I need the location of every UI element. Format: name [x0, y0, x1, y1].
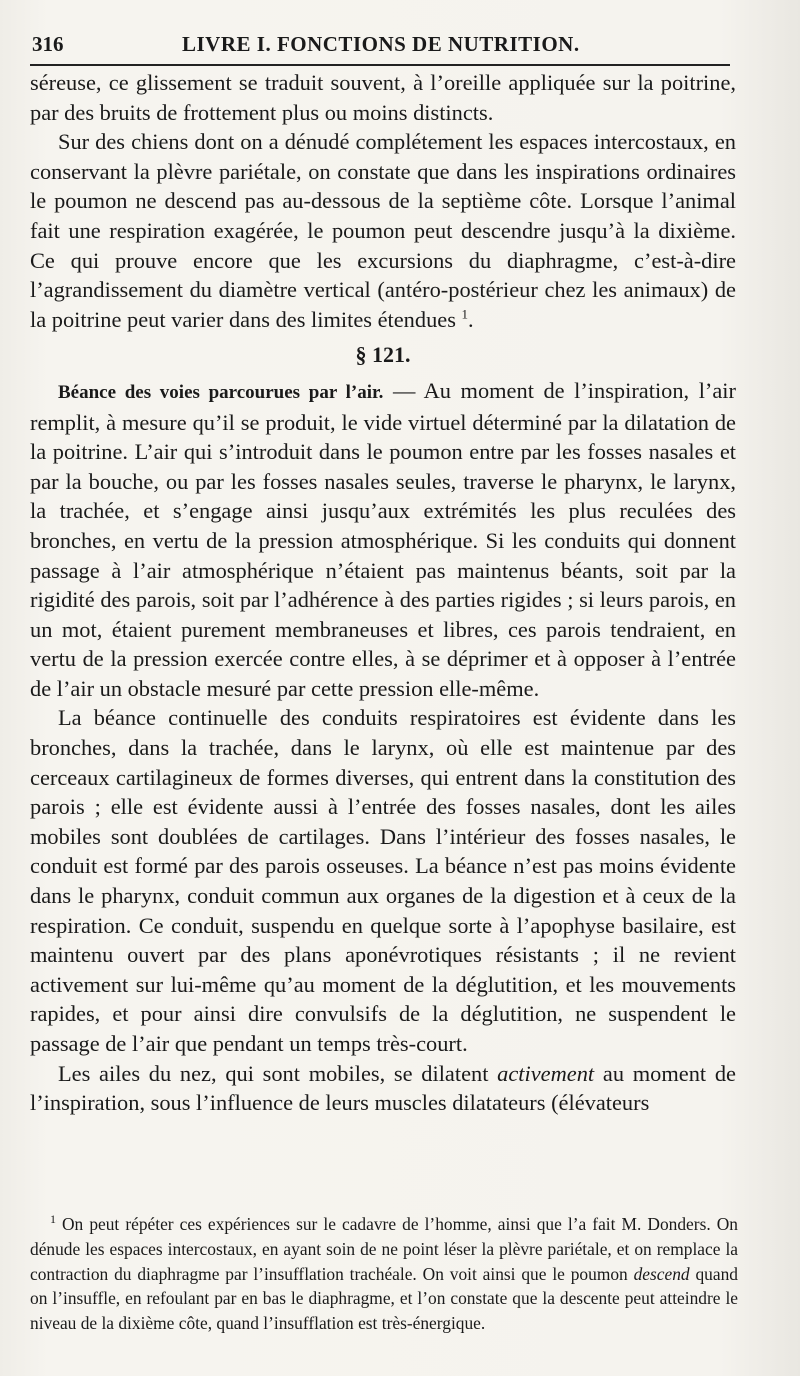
run-in-heading: Béance des voies parcourues par l’air. — [58, 381, 384, 403]
page-number: 316 — [32, 32, 64, 56]
footnote-text: quand on l’insuffle, en refoulant par en bas le diaphragme, et l’on constate que la descente peut atteindre le niveau de la dixième côte, quand l’insufflation est très-énergique. — [30, 1263, 738, 1334]
footnote-mark: 1 — [50, 1212, 56, 1227]
paragraph-text: Sur des chiens dont on a dénudé complétement les espaces intercostaux, en conservant la plèvre pariétale, on constate que dans les inspirations ordinaires le poumon ne descend pas au-dessous de la septième côte. Lorsque l’animal fait une respiration exagérée, le poumon peut descendre jusqu’à la dixième. Ce qui prouve encore que les excursions du diaphragme, c’est-à-dire l’agrandissement du diamètre vertical (antéro-postérieur chez les animaux) de la poitrine peut varier dans des limites étendues — [30, 129, 736, 332]
emphasis: descend — [633, 1263, 690, 1284]
paragraph-ailes-du-nez — [30, 1059, 736, 1118]
page-header — [30, 30, 730, 66]
paragraph-beance — [30, 376, 736, 704]
section-heading: § 121. — [355, 342, 411, 368]
emphasis: activement — [497, 1060, 595, 1086]
footnote — [30, 1212, 738, 1336]
paragraph-text: — Au moment de l’inspiration, l’air remplit, à mesure qu’il se produit, le vide virtuel déterminé par la dilatation de la poitrine. L’air qui s’introduit dans le poumon entre par les fosses nasales et par la bouche, ou par les fosses nasales seules, traverse le pharynx, le larynx, la trachée, et s’engage ainsi jusqu’aux extrémités les plus reculées des bronches, en vertu de la pression atmosphérique. Si les conduits qui donnent passage à l’air atmosphérique n’étaient pas maintenus béants, soit par la rigidité des parois, soit par l’adhérence à des parties rigides ; si leurs parois, en un mot, étaient purement membraneuses et libres, ces parois tendraient, en vertu de la pression exercée contre elles, à se déprimer et à opposer à l’entrée de l’air un obstacle mesuré par cette pression elle-même. — [30, 377, 736, 701]
paragraph-continued: séreuse, ce glissement se traduit souvent, à l’oreille appliquée sur la poitrine, par des bruits de frottement plus ou moins distincts. — [30, 70, 736, 125]
paragraph-text: au moment de l’inspiration, sous l’influence de leurs muscles dilatateurs (élévateurs — [30, 1060, 736, 1116]
paragraph-dog-experiment — [30, 127, 736, 334]
paragraph-conduits: La béance continuelle des conduits respiratoires est évidente dans les bronches, dans la trachée, dans le larynx, où elle est maintenue par des cerceaux cartilagineux de formes diverses, qui entrent dans la constitution des parois ; elle est évidente aussi à l’entrée des fosses nasales, dont les ailes mobiles sont doublées de cartilages. Dans l’intérieur des fosses nasales, le conduit est formé par des parois osseuses. La béance n’est pas moins évidente dans le pharynx, conduit commun aux organes de la digestion et à ceux de la respiration. Ce conduit, suspendu en quelque sorte à l’apophyse basilaire, est maintenu ouvert par des plans aponévrotiques résistants ; il ne revient activement sur lui-même qu’au moment de la déglutition, et les mouvements rapides, et pour ainsi dire convulsifs de la déglutition, ne suspendent le passage de l’air que pendant un temps très-court. — [30, 705, 736, 1056]
main-text — [30, 68, 736, 1118]
footnote-text: On peut répéter ces expériences sur le cadavre de l’homme, ainsi que l’a fait M. Donders. On dénude les espaces intercostaux, en ayant soin de ne point léser la plèvre pariétale, et on remplace la contraction du diaphragme par l’insufflation trachéale. On voit ainsi que le poumon — [30, 1214, 738, 1284]
running-title: LIVRE I. FONCTIONS DE NUTRITION. — [182, 32, 580, 56]
paragraph-text: Les ailes du nez, qui sont mobiles, se dilatent — [58, 1060, 498, 1086]
footnote-reference: 1 — [461, 306, 469, 322]
footnotes — [30, 1212, 738, 1336]
paragraph-end: . — [468, 306, 474, 332]
